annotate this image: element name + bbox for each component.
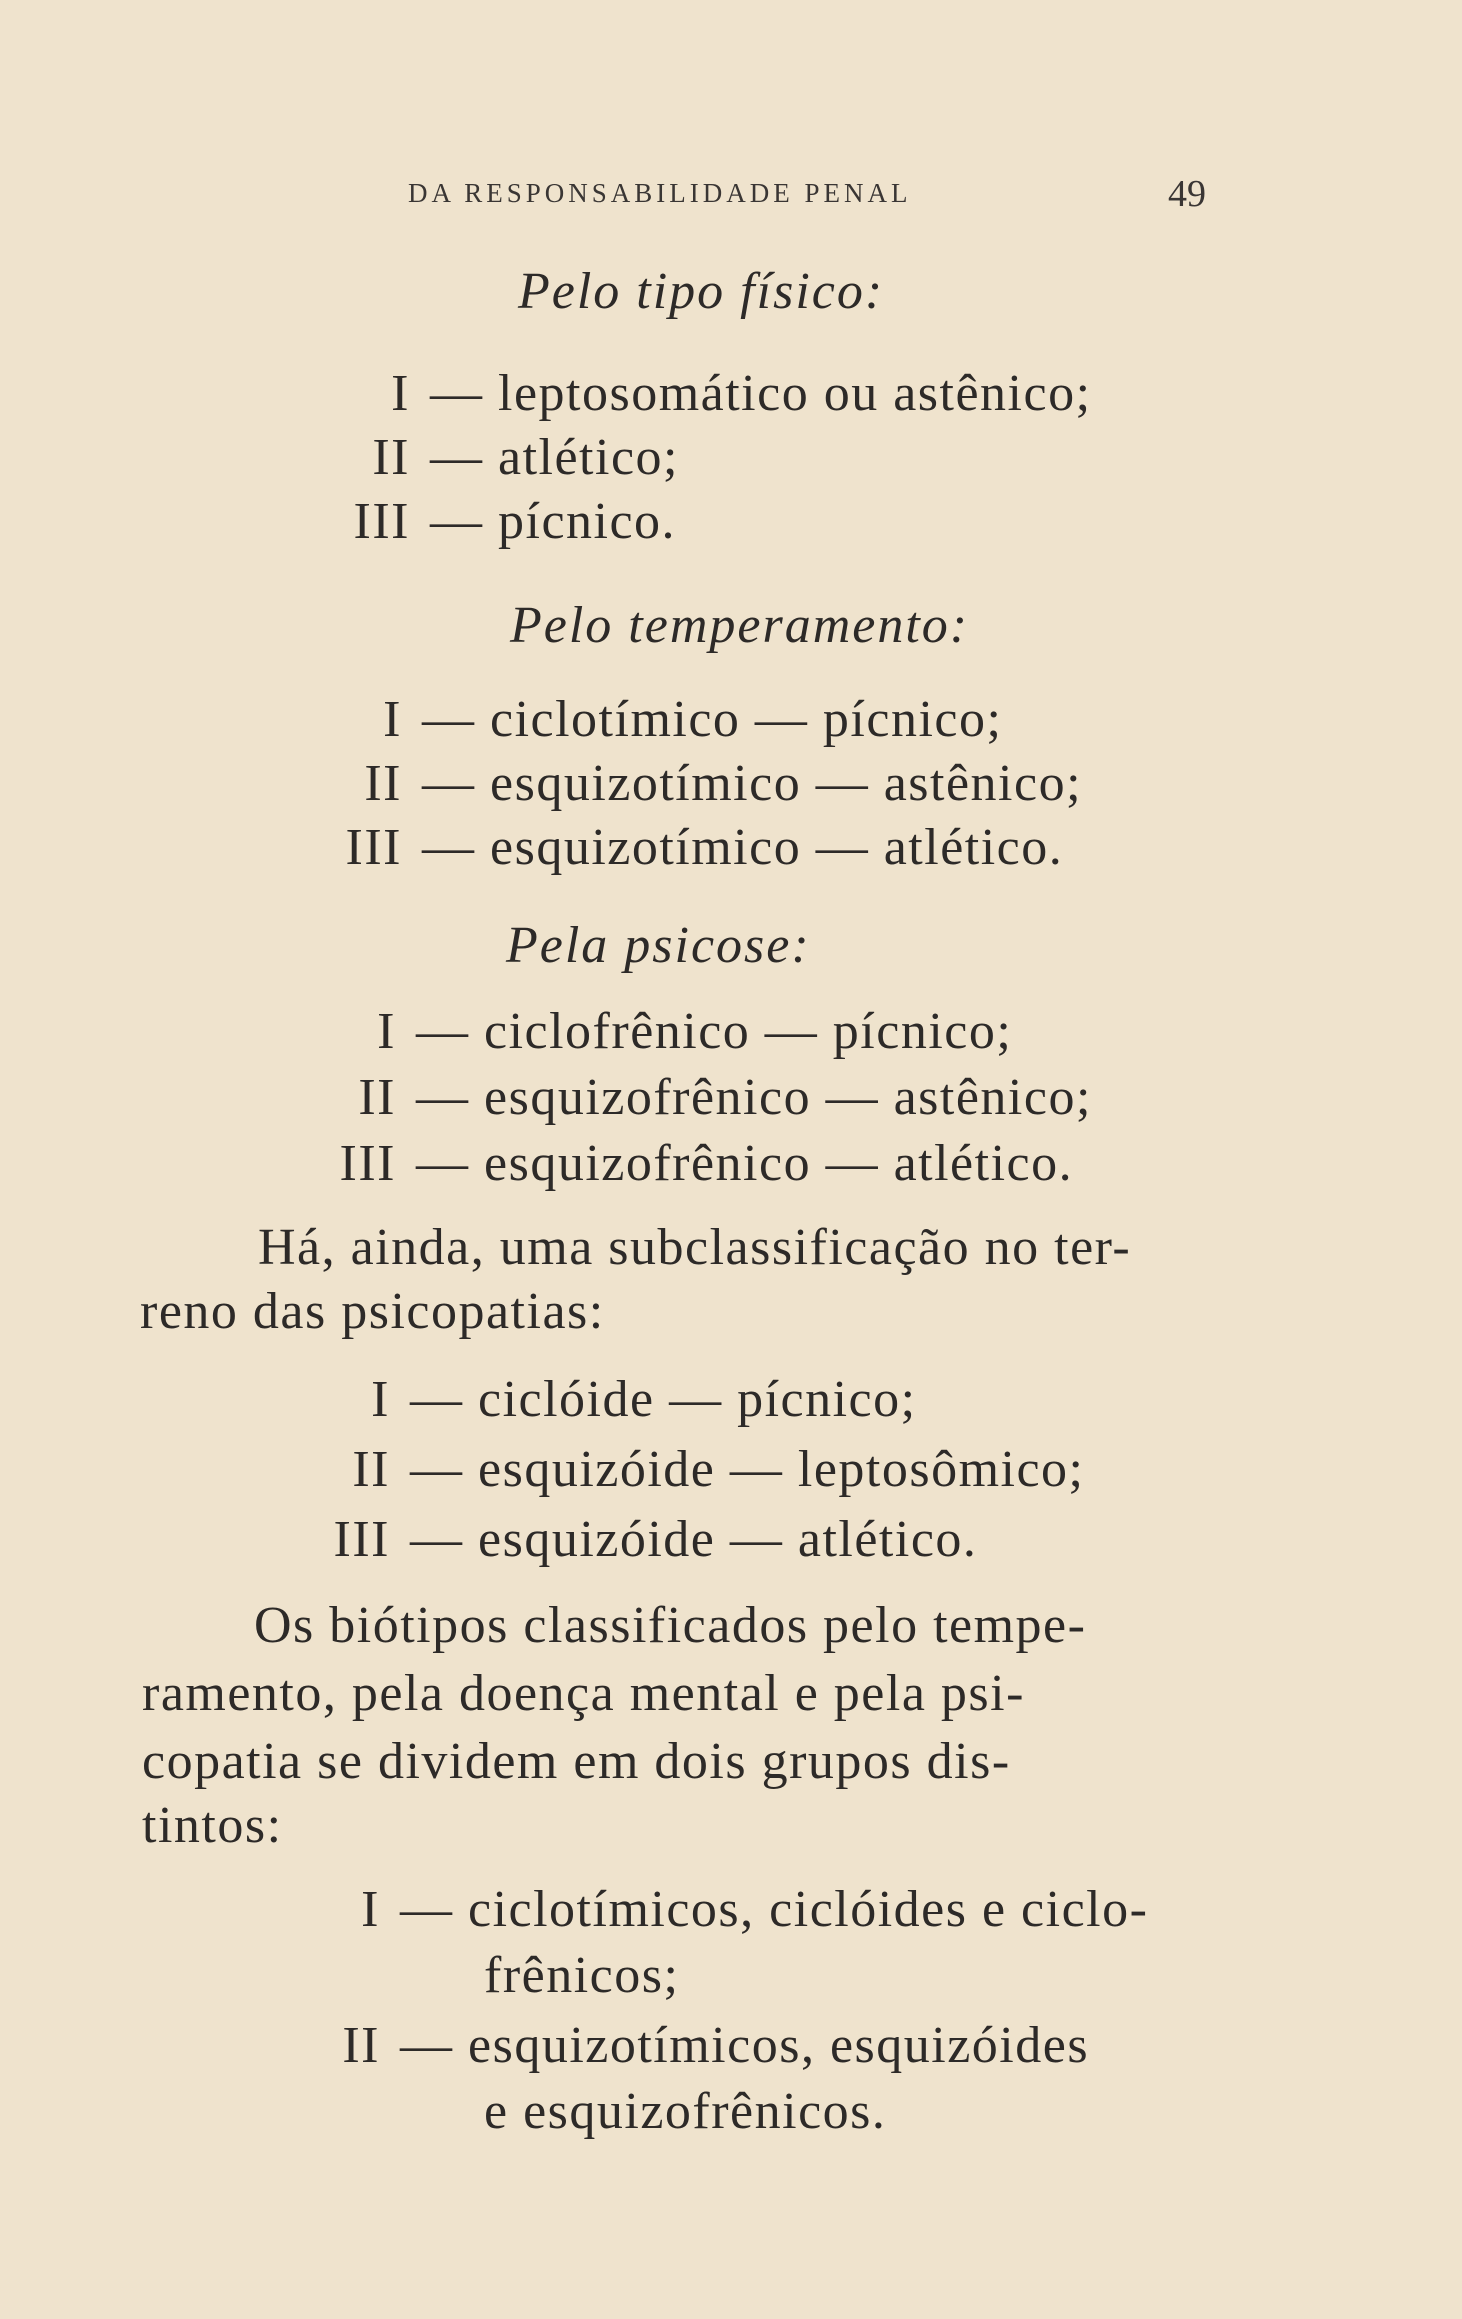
section-heading-temperament: Pelo temperamento:	[510, 597, 970, 654]
list-item-text: — ciclotímicos, ciclóides e ciclo-	[400, 1881, 1149, 1938]
roman-numeral: III	[353, 493, 410, 550]
list-item	[333, 1510, 978, 1569]
roman-numeral: I	[391, 365, 410, 422]
list-item-text: — leptosomático ou astênico;	[430, 365, 1092, 422]
roman-numeral: I	[383, 691, 402, 748]
list-item	[372, 428, 679, 487]
list-item-text: — esquizóide — atlético.	[410, 1511, 978, 1568]
list-item	[353, 492, 677, 551]
paragraph-line: Os biótipos classificados pelo tempe-	[254, 1597, 1087, 1654]
paragraph-line: reno das psicopatias:	[140, 1283, 605, 1340]
roman-numeral: II	[364, 755, 402, 812]
list-item-text: — ciclotímico — pícnico;	[422, 691, 1003, 748]
list-item-text: — esquizotímico — astênico;	[422, 755, 1083, 812]
list-item	[361, 1880, 1149, 1939]
list-item	[377, 1002, 1013, 1061]
section-heading-psychosis: Pela psicose:	[506, 917, 811, 974]
list-item	[339, 1134, 1074, 1193]
roman-numeral: II	[342, 2017, 380, 2074]
list-item	[364, 754, 1083, 813]
list-item-text: — esquizotímico — atlético.	[422, 819, 1064, 876]
list-item	[383, 690, 1003, 749]
roman-numeral: I	[361, 1881, 380, 1938]
list-item-continuation: e esquizofrênicos.	[484, 2083, 887, 2140]
list-item	[342, 2016, 1090, 2075]
list-item	[345, 818, 1064, 877]
roman-numeral: I	[377, 1003, 396, 1060]
page-number: 49	[1168, 173, 1206, 215]
section-heading-physical-type: Pelo tipo físico:	[518, 263, 885, 320]
list-item-text: — esquizotímicos, esquizóides	[400, 2017, 1090, 2074]
roman-numeral: III	[333, 1511, 390, 1568]
running-header: DA RESPONSABILIDADE PENAL	[408, 178, 912, 208]
list-item-text: — ciclóide — pícnico;	[410, 1371, 917, 1428]
list-item	[371, 1370, 917, 1429]
roman-numeral: II	[352, 1441, 390, 1498]
roman-numeral: I	[371, 1371, 390, 1428]
list-item	[352, 1440, 1085, 1499]
list-item-continuation: frênicos;	[484, 1947, 680, 2004]
list-item	[391, 364, 1092, 423]
paragraph-line: tintos:	[142, 1797, 283, 1854]
list-item-text: — pícnico.	[430, 493, 677, 550]
paragraph-line: copatia se dividem em dois grupos dis-	[142, 1733, 1011, 1790]
roman-numeral: III	[339, 1135, 396, 1192]
list-item-text: — ciclofrênico — pícnico;	[416, 1003, 1013, 1060]
paragraph-line: Há, ainda, uma subclassificação no ter-	[258, 1219, 1132, 1276]
roman-numeral: II	[358, 1069, 396, 1126]
list-item-text: — atlético;	[430, 429, 679, 486]
list-item-text: — esquizofrênico — atlético.	[416, 1135, 1074, 1192]
list-item-text: — esquizofrênico — astênico;	[416, 1069, 1092, 1126]
list-item	[358, 1068, 1092, 1127]
paragraph-line: ramento, pela doença mental e pela psi-	[142, 1665, 1025, 1722]
list-item-text: — esquizóide — leptosômico;	[410, 1441, 1085, 1498]
roman-numeral: III	[345, 819, 402, 876]
roman-numeral: II	[372, 429, 410, 486]
